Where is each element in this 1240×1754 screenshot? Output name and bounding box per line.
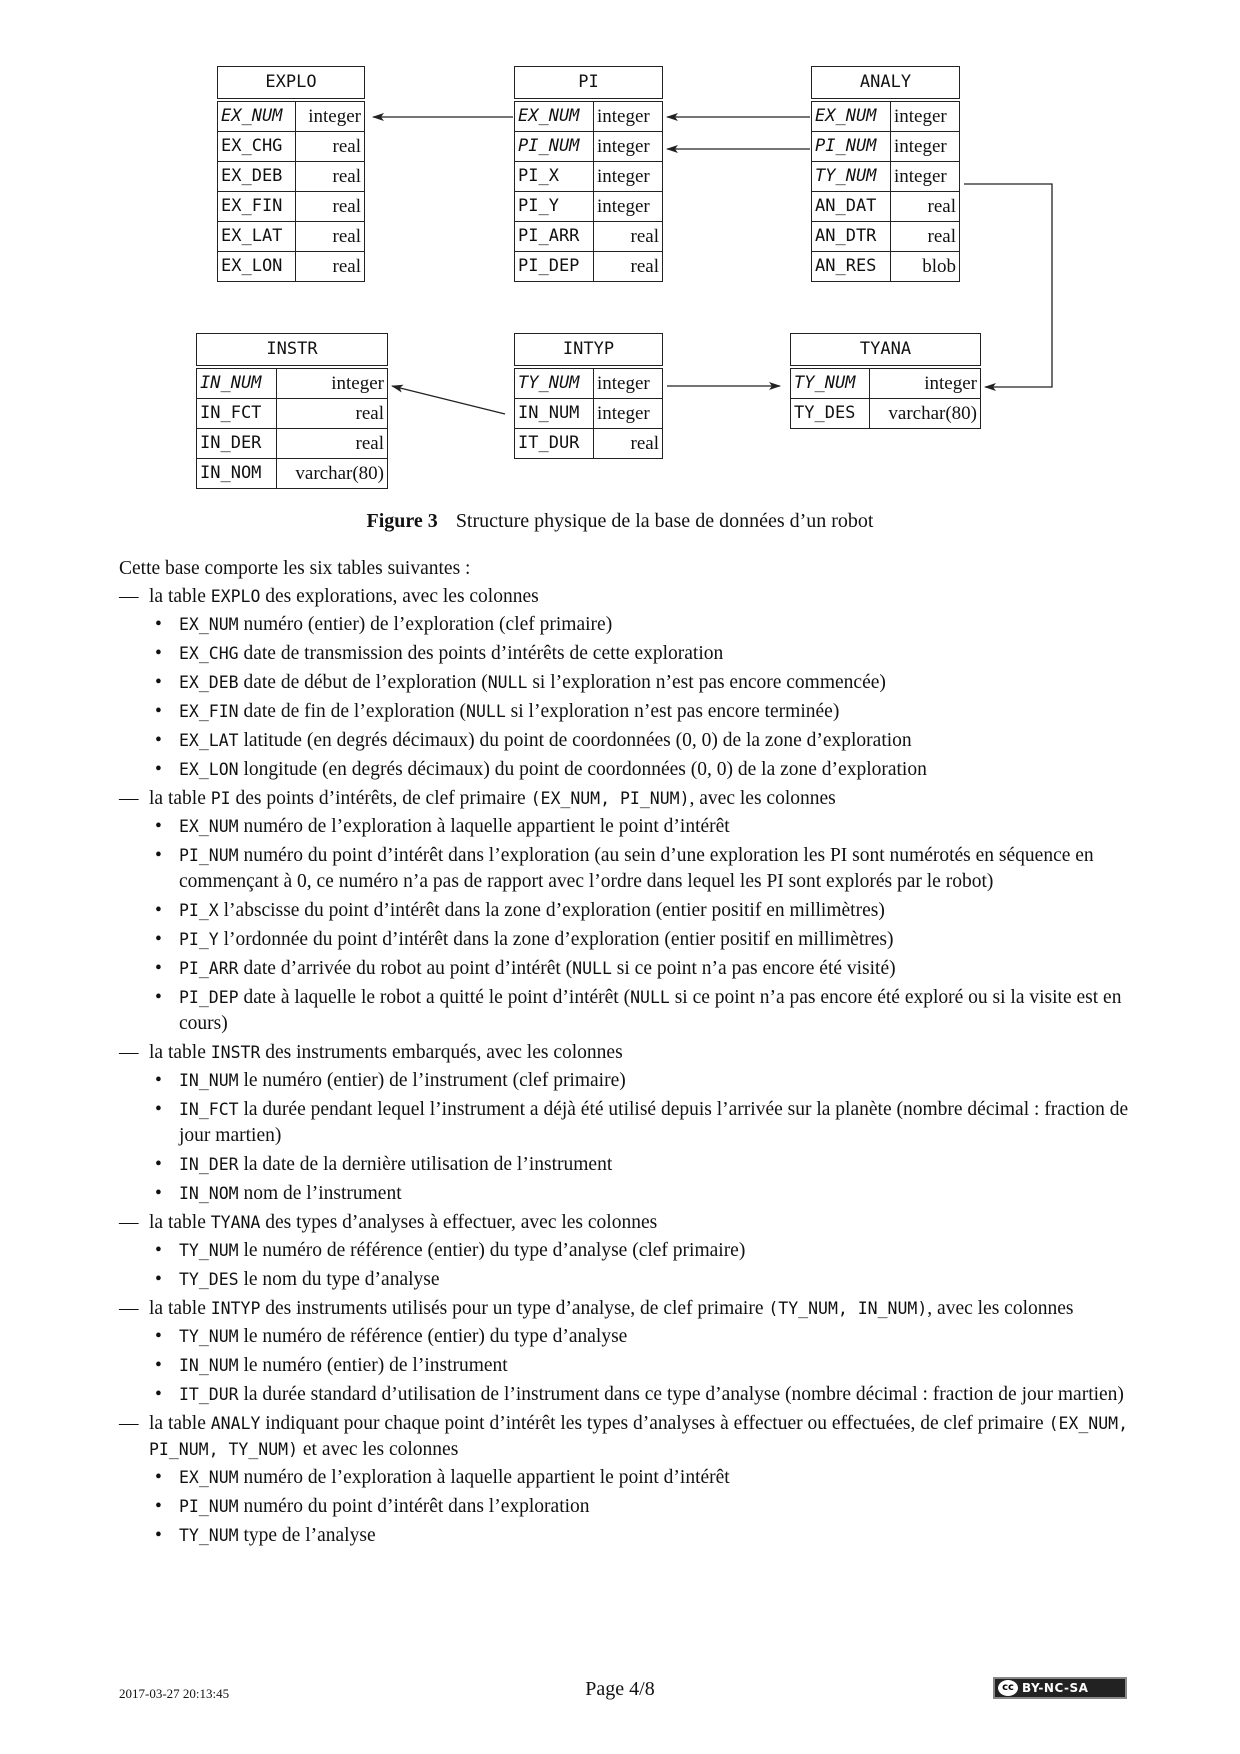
table-row xyxy=(515,100,663,132)
table-row xyxy=(515,367,663,399)
page-number: Page 4/8 xyxy=(585,1678,655,1700)
bullet-icon: • xyxy=(155,929,162,950)
table-row xyxy=(515,192,663,222)
column-type: integer xyxy=(890,162,959,192)
intro-paragraph: Cette base comporte les six tables suivantes : xyxy=(119,558,471,579)
column-type: integer xyxy=(890,100,959,132)
list-item: • EX_LON longitude (en degrés décimaux) du point de coordonnées (0, 0) de la zone d’exploration xyxy=(149,757,1132,783)
list-item: • IN_DER la date de la dernière utilisation de l’instrument xyxy=(149,1152,1132,1178)
arrow-intyp-to-instr xyxy=(392,386,505,414)
bullet-icon: • xyxy=(155,1269,162,1290)
bullet-icon: • xyxy=(155,987,162,1008)
section-tyana: — la table TYANA des types d’analyses à effectuer, avec les colonnes • TY_NUM le numéro de référence (entier) du type d’analyse (clef primaire) • TY_DES le nom du type d’analyse xyxy=(119,1210,1132,1293)
column-type: integer xyxy=(593,162,662,192)
table-row xyxy=(197,399,388,429)
column-type: integer xyxy=(276,367,387,399)
column-name: IN_FCT xyxy=(197,399,277,429)
list-item: • EX_LAT latitude (en degrés décimaux) du point de coordonnées (0, 0) de la zone d’exploration xyxy=(149,728,1132,754)
table-row xyxy=(812,222,960,252)
column-name: TY_NUM xyxy=(791,367,870,399)
bullet-icon: • xyxy=(155,1384,162,1405)
table-code: ANALY xyxy=(210,1414,261,1433)
table-row xyxy=(812,162,960,192)
table-instr xyxy=(196,333,388,489)
column-type: integer xyxy=(296,100,365,132)
list-item: • EX_FIN date de fin de l’exploration (NULL si l’exploration n’est pas encore terminée) xyxy=(149,699,1132,725)
section-instr: — la table INSTR des instruments embarqués, avec les colonnes • IN_NUM le numéro (entier) de l’instrument (clef primaire) • IN_FCT la durée pendant lequel l’instrument a déjà été utilisé depuis l’arrivée sur la planète (nombre décimal : fraction de jour martien) • IN_DER la date de la dernière utilisation de l’instrument • IN_NOM nom de l’instrument xyxy=(119,1040,1132,1207)
table-row xyxy=(515,252,663,282)
table-row xyxy=(218,192,365,222)
table-title: INSTR xyxy=(197,334,388,368)
column-type: varchar(80) xyxy=(276,459,387,489)
column-name: PI_Y xyxy=(515,192,594,222)
list-item: • PI_ARR date d’arrivée du robot au point d’intérêt (NULL si ce point n’a pas encore été visité) xyxy=(149,956,1132,982)
column-name: EX_NUM xyxy=(515,100,594,132)
table-code: EXPLO xyxy=(210,587,261,606)
list-item: • IN_NUM le numéro (entier) de l’instrument xyxy=(149,1353,1132,1379)
table-row xyxy=(515,399,663,429)
table-row xyxy=(812,132,960,162)
table-title: PI xyxy=(515,67,663,101)
column-type: real xyxy=(276,399,387,429)
column-type: integer xyxy=(870,367,981,399)
table-code: PI xyxy=(210,789,231,808)
primary-key-code: (EX_NUM, PI_NUM, TY_NUM) xyxy=(149,1414,1129,1459)
table-tyana xyxy=(790,333,981,429)
column-name: EX_CHG xyxy=(218,132,296,162)
table-row xyxy=(218,100,365,132)
column-type: integer xyxy=(593,399,662,429)
column-type: real xyxy=(296,222,365,252)
column-name: TY_NUM xyxy=(515,367,594,399)
table-row xyxy=(812,100,960,132)
section-explo: — la table EXPLO des explorations, avec les colonnes • EX_NUM numéro (entier) de l’exploration (clef primaire) • EX_CHG date de transmission des points d’intérêts de cette exploration • EX_DEB date de début de l’exploration (NULL si l’exploration n’est pas encore commencée) • EX_FIN date de fin de l’exploration (NULL si l’exploration n’est pas encore terminée) • EX_LAT latitude (en degrés décimaux) du point de coordonnées (0, 0) de la zone d’exploration • EX_LON longitude (en degrés décimaux) du point de coordonnées (0, 0) de la zone d’exploration xyxy=(119,584,1132,783)
figure-caption xyxy=(0,510,1240,533)
table-code: INTYP xyxy=(210,1299,261,1318)
bullet-icon: • xyxy=(155,1099,162,1120)
table-title: INTYP xyxy=(515,334,663,368)
bullet-icon: • xyxy=(155,1183,162,1204)
column-name: PI_ARR xyxy=(515,222,594,252)
primary-key-code: (TY_NUM, IN_NUM) xyxy=(768,1299,928,1318)
column-type: real xyxy=(593,222,662,252)
bullet-icon: • xyxy=(155,845,162,866)
list-item: • TY_NUM type de l’analyse xyxy=(149,1523,1132,1549)
column-type: varchar(80) xyxy=(870,399,981,429)
list-item: • TY_DES le nom du type d’analyse xyxy=(149,1267,1132,1293)
list-item: • EX_DEB date de début de l’exploration (NULL si l’exploration n’est pas encore commencée) xyxy=(149,670,1132,696)
column-type: real xyxy=(296,252,365,282)
column-name: TY_DES xyxy=(791,399,870,429)
bullet-icon: • xyxy=(155,614,162,635)
table-analy xyxy=(811,66,960,282)
bullet-icon: • xyxy=(155,816,162,837)
dash-marker: — xyxy=(119,1413,139,1434)
column-name: EX_DEB xyxy=(218,162,296,192)
footer-timestamp: 2017-03-27 20:13:45 xyxy=(119,1686,230,1701)
figure-caption-text: Structure physique de la base de données d’un robot xyxy=(455,510,874,532)
bullet-icon: • xyxy=(155,1326,162,1347)
table-row xyxy=(197,429,388,459)
table-row xyxy=(812,252,960,282)
document-body xyxy=(119,556,1132,1552)
table-row xyxy=(791,367,981,399)
primary-key-code: (EX_NUM, PI_NUM) xyxy=(530,789,690,808)
dash-marker: — xyxy=(119,1298,139,1319)
table-row xyxy=(515,162,663,192)
table-row xyxy=(218,162,365,192)
bullet-icon: • xyxy=(155,1070,162,1091)
column-type: real xyxy=(593,252,662,282)
table-row xyxy=(218,132,365,162)
list-item: • EX_NUM numéro de l’exploration à laquelle appartient le point d’intérêt xyxy=(149,814,1132,840)
bullet-icon: • xyxy=(155,1496,162,1517)
column-name: PI_NUM xyxy=(515,132,594,162)
table-row xyxy=(812,192,960,222)
table-title: ANALY xyxy=(812,67,960,101)
list-item: • TY_NUM le numéro de référence (entier) du type d’analyse (clef primaire) xyxy=(149,1238,1132,1264)
list-item: • PI_DEP date à laquelle le robot a quitté le point d’intérêt (NULL si ce point n’a pas encore été exploré ou si la visite est en cours) xyxy=(155,987,1122,1034)
table-title: TYANA xyxy=(791,334,981,368)
column-name: AN_RES xyxy=(812,252,891,282)
column-name: PI_X xyxy=(515,162,594,192)
column-type: blob xyxy=(890,252,959,282)
column-name: TY_NUM xyxy=(812,162,891,192)
column-name: PI_DEP xyxy=(515,252,594,282)
bullet-icon: • xyxy=(155,1525,162,1546)
list-item: • IN_FCT la durée pendant lequel l’instrument a déjà été utilisé depuis l’arrivée sur la planète (nombre décimal : fraction de jour martien) xyxy=(155,1099,1129,1146)
table-row xyxy=(515,222,663,252)
bullet-icon: • xyxy=(155,672,162,693)
column-list xyxy=(149,1068,1132,1207)
column-list xyxy=(149,612,1132,783)
bullet-icon: • xyxy=(155,759,162,780)
list-item: • PI_NUM numéro du point d’intérêt dans l’exploration xyxy=(149,1494,1132,1520)
license-label: BY-NC-SA xyxy=(1022,1681,1089,1695)
list-item: • EX_CHG date de transmission des points d’intérêts de cette exploration xyxy=(149,641,1132,667)
bullet-icon: • xyxy=(155,643,162,664)
column-type: real xyxy=(890,222,959,252)
column-type: integer xyxy=(593,100,662,132)
table-row xyxy=(515,429,663,459)
column-type: real xyxy=(890,192,959,222)
table-pi xyxy=(514,66,663,282)
column-name: IN_NOM xyxy=(197,459,277,489)
column-list xyxy=(149,814,1132,1037)
table-code: TYANA xyxy=(210,1213,261,1232)
dash-marker: — xyxy=(119,1212,139,1233)
section-analy: — la table ANALY indiquant pour chaque point d’intérêt les types d’analyses à effectuer ou effectuées, de clef primaire (EX_NUM, PI_NUM, TY_NUM) et avec les colonnes • EX_NUM numéro de l’exploration à laquelle appartient le point d’intérêt • PI_NUM numéro du point d’intérêt dans l’exploration • TY_NUM type de l’analyse xyxy=(119,1411,1132,1549)
table-row xyxy=(197,459,388,489)
section-intyp: — la table INTYP des instruments utilisés pour un type d’analyse, de clef primaire (TY_NUM, IN_NUM), avec les colonnes • TY_NUM le numéro de référence (entier) du type d’analyse • IN_NUM le numéro (entier) de l’instrument • IT_DUR la durée standard d’utilisation de l’instrument dans ce type d’analyse (nombre décimal : fraction de jour martien) xyxy=(119,1296,1132,1408)
column-name: IN_NUM xyxy=(515,399,594,429)
column-type: integer xyxy=(593,192,662,222)
column-name: EX_LAT xyxy=(218,222,296,252)
table-row xyxy=(197,367,388,399)
bullet-icon: • xyxy=(155,730,162,751)
table-title: EXPLO xyxy=(218,67,365,101)
table-row xyxy=(218,252,365,282)
table-row xyxy=(515,132,663,162)
column-name: IN_DER xyxy=(197,429,277,459)
list-item: • EX_NUM numéro (entier) de l’exploration (clef primaire) xyxy=(149,612,1132,638)
column-name: IN_NUM xyxy=(197,367,277,399)
column-type: real xyxy=(296,192,365,222)
column-name: PI_NUM xyxy=(812,132,891,162)
bullet-icon: • xyxy=(155,1154,162,1175)
list-item: • EX_NUM numéro de l’exploration à laquelle appartient le point d’intérêt xyxy=(149,1465,1132,1491)
list-item: • TY_NUM le numéro de référence (entier) du type d’analyse xyxy=(149,1324,1132,1350)
column-list xyxy=(149,1324,1132,1408)
table-row xyxy=(218,222,365,252)
list-item: • IN_NUM le numéro (entier) de l’instrument (clef primaire) xyxy=(149,1068,1132,1094)
column-name: EX_FIN xyxy=(218,192,296,222)
column-list xyxy=(149,1465,1132,1549)
figure-label: Figure 3 xyxy=(366,510,438,532)
column-list xyxy=(149,1238,1132,1293)
column-name: IT_DUR xyxy=(515,429,594,459)
list-item: • IT_DUR la durée standard d’utilisation de l’instrument dans ce type d’analyse (nombre décimal : fraction de jour martien) xyxy=(149,1382,1132,1408)
bullet-icon: • xyxy=(155,1355,162,1376)
bullet-icon: • xyxy=(155,900,162,921)
bullet-icon: • xyxy=(155,701,162,722)
creative-commons-icon: cc xyxy=(998,1680,1018,1696)
column-type: real xyxy=(276,429,387,459)
dash-marker: — xyxy=(119,1042,139,1063)
column-type: real xyxy=(296,162,365,192)
table-code: INSTR xyxy=(210,1043,261,1062)
table-row xyxy=(791,399,981,429)
list-item: • PI_Y l’ordonnée du point d’intérêt dans la zone d’exploration (entier positif en millimètres) xyxy=(149,927,1132,953)
bullet-icon: • xyxy=(155,1240,162,1261)
section-pi: — la table PI des points d’intérêts, de clef primaire (EX_NUM, PI_NUM), avec les colonnes • EX_NUM numéro de l’exploration à laquelle appartient le point d’intérêt • PI_NUM numéro du point d’intérêt dans l’exploration (au sein d’une exploration les PI sont numérotés en séquence en commençant à 0, ce numéro n’a pas de rapport avec l’ordre dans lequel les PI sont explorés par le robot) • PI_X l’abscisse du point d’intérêt dans la zone d’exploration (entier positif en millimètres) • PI_Y l’ordonnée du point d’intérêt dans la zone d’exploration (entier positif en millimètres) • PI_ARR date d’arrivée du robot au point d’intérêt (NULL si ce point n’a pas encore été visité) • PI_DEP date à laquelle le robot a quitté le point d’intérêt (NULL si ce point n’a pas encore été exploré ou si la visite est en cours) xyxy=(119,786,1132,1037)
dash-marker: — xyxy=(119,788,139,809)
column-name: EX_NUM xyxy=(812,100,891,132)
column-name: AN_DAT xyxy=(812,192,891,222)
table-intyp xyxy=(514,333,663,459)
bullet-icon: • xyxy=(155,958,162,979)
table-explo xyxy=(217,66,365,282)
column-type: real xyxy=(593,429,662,459)
column-type: integer xyxy=(593,367,662,399)
list-item: • IN_NOM nom de l’instrument xyxy=(149,1181,1132,1207)
bullet-icon: • xyxy=(155,1467,162,1488)
column-type: integer xyxy=(890,132,959,162)
dash-marker: — xyxy=(119,586,139,607)
column-name: EX_NUM xyxy=(218,100,296,132)
list-item: • PI_X l’abscisse du point d’intérêt dans la zone d’exploration (entier positif en millimètres) xyxy=(149,898,1132,924)
license-badge[interactable] xyxy=(993,1677,1127,1699)
column-name: AN_DTR xyxy=(812,222,891,252)
database-schema-diagram xyxy=(0,0,1240,560)
column-type: real xyxy=(296,132,365,162)
column-name: EX_LON xyxy=(218,252,296,282)
column-type: integer xyxy=(593,132,662,162)
list-item: • PI_NUM numéro du point d’intérêt dans l’exploration (au sein d’une exploration les PI sont numérotés en séquence en commençant à 0, ce numéro n’a pas de rapport avec l’ordre dans lequel les PI sont explorés par le robot) xyxy=(155,845,1094,892)
